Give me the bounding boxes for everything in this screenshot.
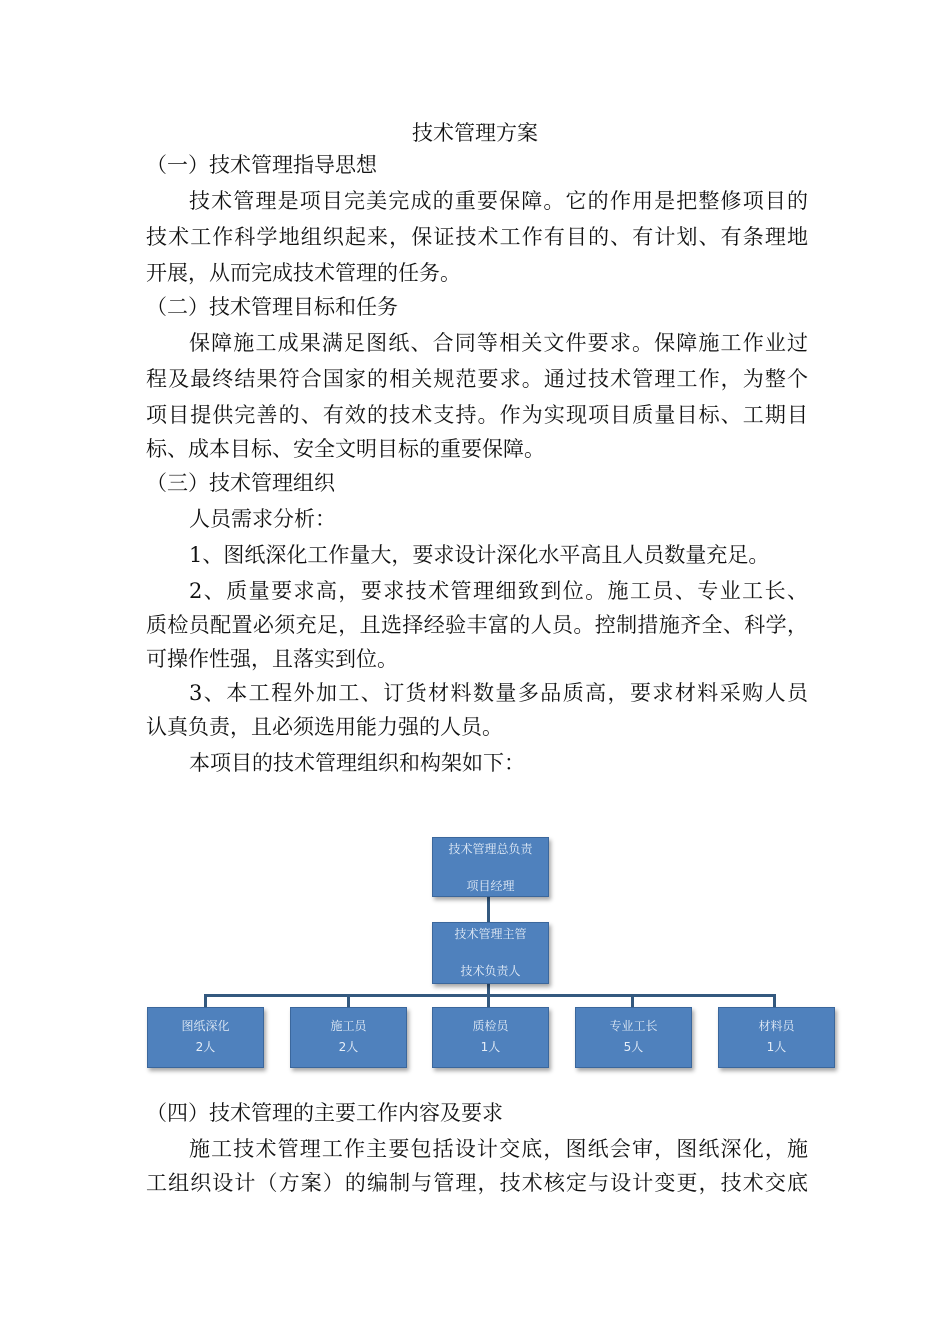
org-box-role: 施工员 bbox=[330, 1019, 367, 1033]
paragraph-line: 可操作性强，且落实到位。 bbox=[146, 647, 398, 671]
org-box-role: 技术管理主管 bbox=[454, 927, 527, 941]
org-box-child bbox=[147, 1007, 264, 1068]
paragraph-line: 本项目的技术管理组织和构架如下： bbox=[189, 751, 525, 775]
paragraph-line: 2、质量要求高，要求技术管理细致到位。施工员、专业工长、 bbox=[189, 579, 808, 603]
paragraph-line: 开展，从而完成技术管理的任务。 bbox=[146, 261, 461, 285]
org-box-role: 材料员 bbox=[758, 1019, 795, 1033]
connector-child-3 bbox=[487, 994, 490, 1008]
paragraph-line: 质检员配置必须充足，且选择经验丰富的人员。控制措施齐全、科学， bbox=[146, 613, 808, 637]
org-box-count: 2人 bbox=[195, 1040, 216, 1054]
connector-child-1 bbox=[204, 994, 207, 1008]
org-box-child bbox=[575, 1007, 692, 1068]
paragraph-line: 技术工作科学地组织起来，保证技术工作有目的、有计划、有条理地 bbox=[146, 225, 808, 249]
paragraph-line: 工组织设计（方案）的编制与管理，技术核定与设计变更，技术交底 bbox=[146, 1171, 808, 1195]
section-1-heading: （一）技术管理指导思想 bbox=[146, 153, 377, 177]
paragraph-line: 技术管理是项目完美完成的重要保障。它的作用是把整修项目的 bbox=[189, 189, 808, 213]
document-title: 技术管理方案 bbox=[412, 121, 538, 145]
section-4-heading: （四）技术管理的主要工作内容及要求 bbox=[146, 1101, 503, 1125]
org-box-count: 5人 bbox=[623, 1040, 644, 1054]
org-box-middle bbox=[432, 922, 549, 984]
paragraph-line: 人员需求分析： bbox=[189, 507, 336, 531]
org-box-role: 专业工长 bbox=[609, 1019, 658, 1033]
org-box-role: 技术管理总负责 bbox=[448, 842, 533, 856]
org-box-role: 质检员 bbox=[472, 1019, 509, 1033]
org-box-person: 项目经理 bbox=[466, 879, 515, 893]
paragraph-line: 标、成本目标、安全文明目标的重要保障。 bbox=[146, 437, 545, 461]
connector-child-2 bbox=[347, 994, 350, 1008]
connector-top-middle bbox=[487, 896, 490, 923]
paragraph-line: 项目提供完善的、有效的技术支持。作为实现项目质量目标、工期目 bbox=[146, 403, 808, 427]
connector-child-4 bbox=[631, 994, 634, 1008]
org-box-top bbox=[432, 837, 549, 897]
connector-child-5 bbox=[773, 994, 776, 1008]
paragraph-line: 施工技术管理工作主要包括设计交底，图纸会审，图纸深化，施 bbox=[189, 1137, 808, 1161]
section-2-heading: （二）技术管理目标和任务 bbox=[146, 295, 398, 319]
connector-horizontal-bus bbox=[204, 994, 775, 997]
org-box-count: 2人 bbox=[338, 1040, 359, 1054]
org-box-person: 技术负责人 bbox=[460, 964, 521, 978]
org-box-child bbox=[718, 1007, 835, 1068]
org-box-child bbox=[432, 1007, 549, 1068]
org-box-count: 1人 bbox=[766, 1040, 787, 1054]
paragraph-line: 程及最终结果符合国家的相关规范要求。通过技术管理工作，为整个 bbox=[146, 367, 808, 391]
org-box-count: 1人 bbox=[480, 1040, 501, 1054]
section-3-heading: （三）技术管理组织 bbox=[146, 471, 335, 495]
paragraph-line: 保障施工成果满足图纸、合同等相关文件要求。保障施工作业过 bbox=[189, 331, 808, 355]
org-box-child bbox=[290, 1007, 407, 1068]
paragraph-line: 认真负责，且必须选用能力强的人员。 bbox=[146, 715, 503, 739]
paragraph-line: 3、本工程外加工、订货材料数量多品质高，要求材料采购人员 bbox=[189, 681, 808, 705]
paragraph-line: 1、图纸深化工作量大，要求设计深化水平高且人员数量充足。 bbox=[189, 543, 770, 567]
org-box-role: 图纸深化 bbox=[181, 1019, 230, 1033]
